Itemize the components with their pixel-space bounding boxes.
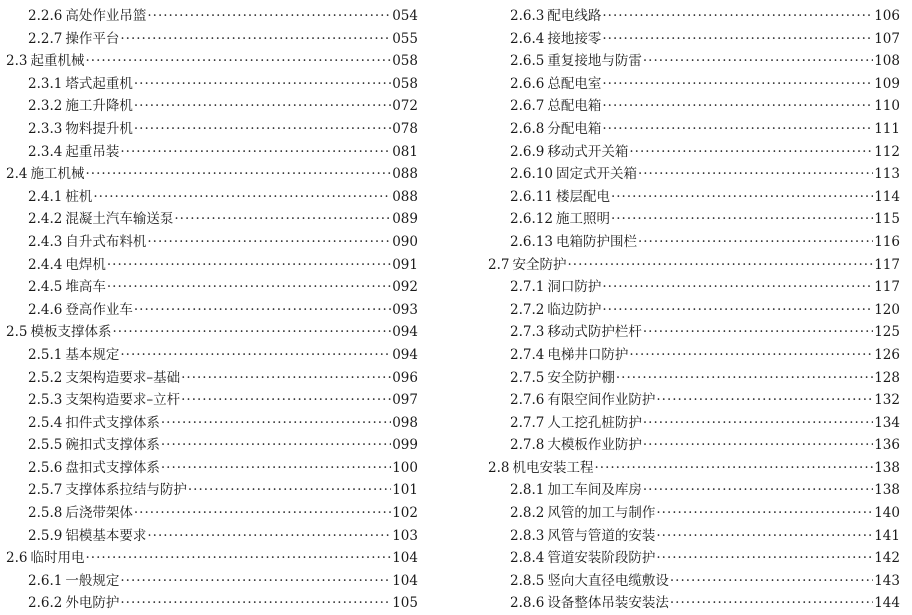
toc-entry[interactable] xyxy=(6,457,418,480)
toc-entry-title: 风管的加工与制作 xyxy=(547,505,656,522)
toc-leader-dots xyxy=(656,525,873,548)
toc-leader-dots xyxy=(602,299,873,322)
toc-leader-dots xyxy=(643,479,873,502)
toc-leader-dots xyxy=(161,434,391,457)
toc-entry-number: 2.6.4 xyxy=(510,30,545,47)
toc-entry[interactable] xyxy=(488,367,900,390)
toc-entry-title: 高处作业吊篮 xyxy=(65,8,147,24)
toc-entry-page-number: 114 xyxy=(874,188,900,205)
toc-entry-page-number: 102 xyxy=(392,505,418,522)
toc-leader-dots xyxy=(616,367,873,390)
toc-leader-dots xyxy=(567,254,873,277)
toc-entry[interactable] xyxy=(488,254,900,277)
toc-entry-number: 2.8 xyxy=(488,459,510,476)
toc-entry[interactable] xyxy=(6,412,418,435)
toc-entry-number: 2.4.2 xyxy=(28,211,63,228)
toc-entry-title: 电箱防护围栏 xyxy=(555,233,637,250)
toc-entry[interactable] xyxy=(488,276,900,299)
toc-leader-dots xyxy=(602,5,873,28)
toc-leader-dots xyxy=(147,231,391,254)
toc-entry-page-number: 138 xyxy=(874,482,900,499)
toc-entry-page-number: 136 xyxy=(874,437,900,454)
toc-entry-page-number: 105 xyxy=(392,595,418,612)
toc-entry-number: 2.5.2 xyxy=(28,369,63,386)
toc-entry-number: 2.7.6 xyxy=(510,392,545,409)
toc-entry-page-number: 089 xyxy=(392,211,418,228)
toc-entry-number: 2.5.9 xyxy=(28,527,63,544)
toc-leader-dots xyxy=(85,163,391,186)
toc-entry-page-number: 100 xyxy=(392,459,418,476)
toc-entry[interactable] xyxy=(6,163,418,186)
toc-entry-title: 加工车间及库房 xyxy=(547,482,642,499)
toc-entry-page-number: 096 xyxy=(392,369,418,386)
toc-entry-page-number: 144 xyxy=(874,595,900,612)
toc-leader-dots xyxy=(611,208,873,231)
toc-entry-page-number: 093 xyxy=(392,301,418,318)
toc-entry-number: 2.6 xyxy=(6,550,28,567)
toc-entry-page-number: 058 xyxy=(392,53,418,70)
toc-entry[interactable] xyxy=(488,95,900,118)
toc-leader-dots xyxy=(134,95,391,118)
toc-entry-number: 2.6.2 xyxy=(28,595,63,612)
toc-leader-dots xyxy=(656,389,873,412)
toc-leader-dots xyxy=(134,502,391,525)
toc-entry-title: 一般规定 xyxy=(65,572,120,589)
toc-entry-number: 2.5 xyxy=(6,324,28,341)
toc-entry-page-number: 090 xyxy=(392,233,418,250)
toc-leader-dots xyxy=(670,592,873,615)
toc-leader-dots xyxy=(107,254,391,277)
toc-entry-title: 施工升降机 xyxy=(65,98,133,115)
toc-entry[interactable] xyxy=(488,73,900,96)
toc-entry-page-number: 092 xyxy=(392,279,418,296)
toc-leader-dots xyxy=(643,321,873,344)
toc-entry[interactable] xyxy=(6,479,418,502)
toc-entry[interactable] xyxy=(6,525,418,548)
toc-entry[interactable] xyxy=(488,570,900,593)
toc-entry-title: 安全防护 xyxy=(512,256,567,273)
toc-entry-number: 2.3.3 xyxy=(28,120,63,137)
toc-leader-dots xyxy=(638,163,873,186)
toc-entry[interactable] xyxy=(6,254,418,277)
toc-entry-page-number: 134 xyxy=(874,414,900,431)
toc-entry-number: 2.4.6 xyxy=(28,301,63,318)
toc-entry-page-number: 088 xyxy=(392,166,418,183)
toc-entry-title: 大模板作业防护 xyxy=(547,437,642,454)
toc-entry[interactable] xyxy=(488,231,900,254)
toc-entry-number: 2.8.6 xyxy=(510,595,545,612)
toc-entry-number: 2.3.4 xyxy=(28,143,63,160)
toc-entry-page-number: 125 xyxy=(874,324,900,341)
toc-entry-title: 机电安装工程 xyxy=(512,459,594,476)
toc-entry-page-number: 113 xyxy=(874,166,900,183)
toc-entry-title: 电焊机 xyxy=(65,256,106,273)
toc-entry-title: 设备整体吊装安装法 xyxy=(547,595,669,612)
toc-entry[interactable] xyxy=(488,502,900,525)
toc-entry-number: 2.6.5 xyxy=(510,53,545,70)
toc-entry-page-number: 117 xyxy=(874,256,900,273)
toc-leader-dots xyxy=(611,186,873,209)
toc-entry-title: 洞口防护 xyxy=(547,279,602,296)
toc-entry[interactable] xyxy=(488,547,900,570)
toc-leader-dots xyxy=(120,344,391,367)
toc-leader-dots xyxy=(629,344,873,367)
toc-column-right xyxy=(488,5,900,615)
toc-entry-title: 混凝土汽车输送泵 xyxy=(65,211,174,228)
toc-entry[interactable] xyxy=(488,412,900,435)
toc-entry-title: 塔式起重机 xyxy=(65,75,133,92)
toc-entry-title: 起重机械 xyxy=(30,53,85,70)
toc-entry[interactable] xyxy=(6,95,418,118)
toc-entry-title: 电梯井口防护 xyxy=(547,346,629,363)
toc-entry[interactable] xyxy=(488,344,900,367)
toc-entry[interactable] xyxy=(488,389,900,412)
toc-entry-page-number: 101 xyxy=(392,482,418,499)
toc-entry-number: 2.5.7 xyxy=(28,482,63,499)
toc-entry-page-number: 112 xyxy=(874,143,900,160)
toc-entry-page-number: 054 xyxy=(392,8,418,24)
toc-leader-dots xyxy=(120,28,391,51)
toc-entry-title: 临边防护 xyxy=(547,301,602,318)
toc-leader-dots xyxy=(174,208,391,231)
toc-entry-page-number: 058 xyxy=(392,75,418,92)
toc-leader-dots xyxy=(643,434,873,457)
toc-entry-number: 2.8.3 xyxy=(510,527,545,544)
toc-entry[interactable] xyxy=(488,479,900,502)
toc-entry-number: 2.5.6 xyxy=(28,459,63,476)
toc-entry-title: 管道安装阶段防护 xyxy=(547,550,656,567)
toc-entry[interactable] xyxy=(6,5,418,28)
toc-entry-number: 2.6.3 xyxy=(510,8,545,24)
toc-entry-title: 接地接零 xyxy=(547,30,602,47)
toc-entry[interactable] xyxy=(6,592,418,615)
toc-entry-page-number: 115 xyxy=(874,211,900,228)
toc-entry-title: 自升式布料机 xyxy=(65,233,147,250)
toc-entry-number: 2.2.7 xyxy=(28,30,63,47)
toc-entry[interactable] xyxy=(488,141,900,164)
toc-leader-dots xyxy=(656,502,873,525)
toc-entry-title: 支架构造要求–基础 xyxy=(65,369,181,386)
toc-entry-number: 2.6.9 xyxy=(510,143,545,160)
toc-leader-dots xyxy=(670,570,873,593)
toc-entry-page-number: 128 xyxy=(874,369,900,386)
toc-entry-page-number: 111 xyxy=(874,120,900,137)
toc-entry[interactable] xyxy=(488,208,900,231)
toc-entry-title: 总配电箱 xyxy=(547,98,602,115)
toc-entry[interactable] xyxy=(6,502,418,525)
toc-entry[interactable] xyxy=(6,28,418,51)
toc-leader-dots xyxy=(643,50,873,73)
toc-entry[interactable] xyxy=(6,344,418,367)
toc-entry-number: 2.8.5 xyxy=(510,572,545,589)
toc-entry-title: 物料提升机 xyxy=(65,120,133,137)
toc-entry-page-number: 141 xyxy=(874,527,900,544)
toc-entry-number: 2.7 xyxy=(488,256,510,273)
toc-entry[interactable] xyxy=(6,141,418,164)
toc-leader-dots xyxy=(120,592,391,615)
toc-entry[interactable] xyxy=(6,208,418,231)
toc-entry-title: 配电线路 xyxy=(547,8,602,24)
toc-entry-title: 移动式防护栏杆 xyxy=(547,324,642,341)
toc-leader-dots xyxy=(602,276,873,299)
toc-entry-page-number: 055 xyxy=(392,30,418,47)
toc-entry-page-number: 072 xyxy=(392,98,418,115)
toc-entry-number: 2.4.4 xyxy=(28,256,63,273)
toc-leader-dots xyxy=(147,525,391,548)
toc-entry-number: 2.6.6 xyxy=(510,75,545,92)
toc-entry-number: 2.7.7 xyxy=(510,414,545,431)
toc-leader-dots xyxy=(181,367,391,390)
toc-entry-number: 2.3 xyxy=(6,53,28,70)
toc-entry-number: 2.4.1 xyxy=(28,188,63,205)
toc-entry-number: 2.6.11 xyxy=(510,188,553,205)
toc-entry-number: 2.4 xyxy=(6,166,28,183)
toc-entry-number: 2.6.7 xyxy=(510,98,545,115)
toc-leader-dots xyxy=(638,231,873,254)
toc-entry-title: 起重吊装 xyxy=(65,143,120,160)
toc-entry-page-number: 078 xyxy=(392,120,418,137)
toc-entry-number: 2.4.5 xyxy=(28,279,63,296)
toc-entry-page-number: 094 xyxy=(392,324,418,341)
toc-entry-number: 2.7.2 xyxy=(510,301,545,318)
toc-entry-page-number: 109 xyxy=(874,75,900,92)
toc-entry-page-number: 106 xyxy=(874,8,900,24)
toc-entry-page-number: 107 xyxy=(874,30,900,47)
toc-entry[interactable] xyxy=(488,434,900,457)
toc-entry-title: 后浇带架体 xyxy=(65,505,133,522)
toc-entry-page-number: 103 xyxy=(392,527,418,544)
toc-entry-page-number: 097 xyxy=(392,392,418,409)
toc-entry-number: 2.7.3 xyxy=(510,324,545,341)
toc-entry[interactable] xyxy=(488,457,900,480)
toc-entry-page-number: 110 xyxy=(874,98,900,115)
toc-entry-title: 人工挖孔桩防护 xyxy=(547,414,642,431)
toc-leader-dots xyxy=(85,547,391,570)
toc-entry-title: 竖向大直径电缆敷设 xyxy=(547,572,669,589)
toc-leader-dots xyxy=(643,412,873,435)
toc-entry-number: 2.8.1 xyxy=(510,482,545,499)
toc-entry-page-number: 117 xyxy=(874,279,900,296)
toc-leader-dots xyxy=(181,389,391,412)
toc-entry[interactable] xyxy=(6,547,418,570)
toc-entry-number: 2.5.1 xyxy=(28,346,63,363)
toc-leader-dots xyxy=(134,299,391,322)
toc-entry-number: 2.3.1 xyxy=(28,75,63,92)
toc-entry-page-number: 104 xyxy=(392,572,418,589)
toc-entry[interactable] xyxy=(6,299,418,322)
toc-column-left xyxy=(6,5,418,615)
toc-leader-dots xyxy=(85,50,391,73)
toc-entry-page-number: 108 xyxy=(874,53,900,70)
toc-entry-number: 2.8.4 xyxy=(510,550,545,567)
toc-leader-dots xyxy=(161,457,391,480)
toc-entry-page-number: 116 xyxy=(874,233,900,250)
toc-entry-number: 2.7.1 xyxy=(510,279,545,296)
toc-entry-title: 基本规定 xyxy=(65,346,120,363)
toc-leader-dots xyxy=(120,570,391,593)
toc-leader-dots xyxy=(602,28,873,51)
toc-leader-dots xyxy=(594,457,873,480)
toc-entry-number: 2.4.3 xyxy=(28,233,63,250)
toc-entry-title: 支架构造要求–立杆 xyxy=(65,392,181,409)
toc-entry-title: 分配电箱 xyxy=(547,120,602,137)
toc-entry-page-number: 091 xyxy=(392,256,418,273)
toc-entry-title: 施工机械 xyxy=(30,166,85,183)
toc-entry[interactable] xyxy=(488,163,900,186)
toc-leader-dots xyxy=(602,118,873,141)
toc-entry-title: 临时用电 xyxy=(30,550,85,567)
toc-entry-title: 桩机 xyxy=(65,188,93,205)
toc-entry-title: 铝模基本要求 xyxy=(65,527,147,544)
toc-entry[interactable] xyxy=(6,276,418,299)
toc-entry-title: 移动式开关箱 xyxy=(547,143,629,160)
toc-leader-dots xyxy=(188,479,391,502)
toc-entry-page-number: 140 xyxy=(874,505,900,522)
toc-entry[interactable] xyxy=(488,50,900,73)
toc-entry-title: 重复接地与防雷 xyxy=(547,53,642,70)
toc-entry[interactable] xyxy=(6,50,418,73)
toc-entry-number: 2.6.13 xyxy=(510,233,553,250)
toc-entry-title: 扣件式支撑体系 xyxy=(65,414,160,431)
toc-leader-dots xyxy=(629,141,873,164)
toc-entry-title: 风管与管道的安装 xyxy=(547,527,656,544)
toc-entry[interactable] xyxy=(6,434,418,457)
toc-leader-dots xyxy=(107,276,391,299)
toc-entry-page-number: 143 xyxy=(874,572,900,589)
toc-entry-page-number: 132 xyxy=(874,392,900,409)
toc-entry-title: 支撑体系拉结与防护 xyxy=(65,482,187,499)
toc-entry-title: 有限空间作业防护 xyxy=(547,392,656,409)
toc-leader-dots xyxy=(147,5,391,28)
toc-entry[interactable] xyxy=(6,73,418,96)
toc-entry-page-number: 098 xyxy=(392,414,418,431)
toc-entry-title: 操作平台 xyxy=(65,30,120,47)
toc-entry-page-number: 081 xyxy=(392,143,418,160)
toc-entry-page-number: 094 xyxy=(392,346,418,363)
toc-leader-dots xyxy=(656,547,873,570)
toc-entry-page-number: 120 xyxy=(874,301,900,318)
toc-entry-number: 2.7.5 xyxy=(510,369,545,386)
toc-entry-number: 2.5.4 xyxy=(28,414,63,431)
toc-entry-number: 2.6.10 xyxy=(510,166,553,183)
toc-entry[interactable] xyxy=(488,321,900,344)
toc-leader-dots xyxy=(161,412,391,435)
toc-entry[interactable] xyxy=(6,367,418,390)
toc-entry-title: 固定式开关箱 xyxy=(555,166,637,183)
toc-entry-number: 2.6.8 xyxy=(510,120,545,137)
toc-entry-number: 2.3.2 xyxy=(28,98,63,115)
toc-entry-number: 2.6.1 xyxy=(28,572,63,589)
toc-entry-page-number: 138 xyxy=(874,459,900,476)
toc-leader-dots xyxy=(602,73,873,96)
toc-entry-page-number: 088 xyxy=(392,188,418,205)
toc-entry-title: 模板支撑体系 xyxy=(30,324,112,341)
toc-entry[interactable] xyxy=(6,389,418,412)
toc-entry[interactable] xyxy=(488,299,900,322)
toc-entry-number: 2.7.4 xyxy=(510,346,545,363)
toc-entry[interactable] xyxy=(488,118,900,141)
toc-entry[interactable] xyxy=(488,5,900,28)
toc-entry-title: 堆高车 xyxy=(65,279,106,296)
toc-leader-dots xyxy=(134,73,391,96)
toc-entry-number: 2.7.8 xyxy=(510,437,545,454)
toc-entry[interactable] xyxy=(6,231,418,254)
toc-entry-title: 楼层配电 xyxy=(555,188,610,205)
toc-entry-title: 盘扣式支撑体系 xyxy=(65,459,160,476)
toc-entry[interactable] xyxy=(6,118,418,141)
toc-entry-number: 2.8.2 xyxy=(510,505,545,522)
toc-entry-page-number: 099 xyxy=(392,437,418,454)
toc-entry-number: 2.2.6 xyxy=(28,8,63,24)
toc-entry[interactable] xyxy=(488,592,900,615)
toc-leader-dots xyxy=(602,95,873,118)
toc-entry-number: 2.5.3 xyxy=(28,392,63,409)
toc-entry-page-number: 126 xyxy=(874,346,900,363)
toc-entry-title: 总配电室 xyxy=(547,75,602,92)
toc-entry-title: 碗扣式支撑体系 xyxy=(65,437,160,454)
toc-leader-dots xyxy=(134,118,391,141)
toc-entry[interactable] xyxy=(488,28,900,51)
toc-entry-title: 登高作业车 xyxy=(65,301,133,318)
toc-entry-number: 2.5.8 xyxy=(28,505,63,522)
toc-entry-page-number: 142 xyxy=(874,550,900,567)
toc-entry-page-number: 104 xyxy=(392,550,418,567)
toc-entry[interactable] xyxy=(488,186,900,209)
toc-entry[interactable] xyxy=(488,525,900,548)
toc-entry[interactable] xyxy=(6,186,418,209)
toc-entry-number: 2.6.12 xyxy=(510,211,553,228)
toc-leader-dots xyxy=(93,186,391,209)
toc-entry[interactable] xyxy=(6,321,418,344)
toc-entry-title: 安全防护棚 xyxy=(547,369,615,386)
toc-entry-title: 施工照明 xyxy=(555,211,610,228)
toc-entry[interactable] xyxy=(6,570,418,593)
toc-leader-dots xyxy=(112,321,391,344)
toc-entry-title: 外电防护 xyxy=(65,595,120,612)
toc-entry-number: 2.5.5 xyxy=(28,437,63,454)
toc-leader-dots xyxy=(120,141,391,164)
